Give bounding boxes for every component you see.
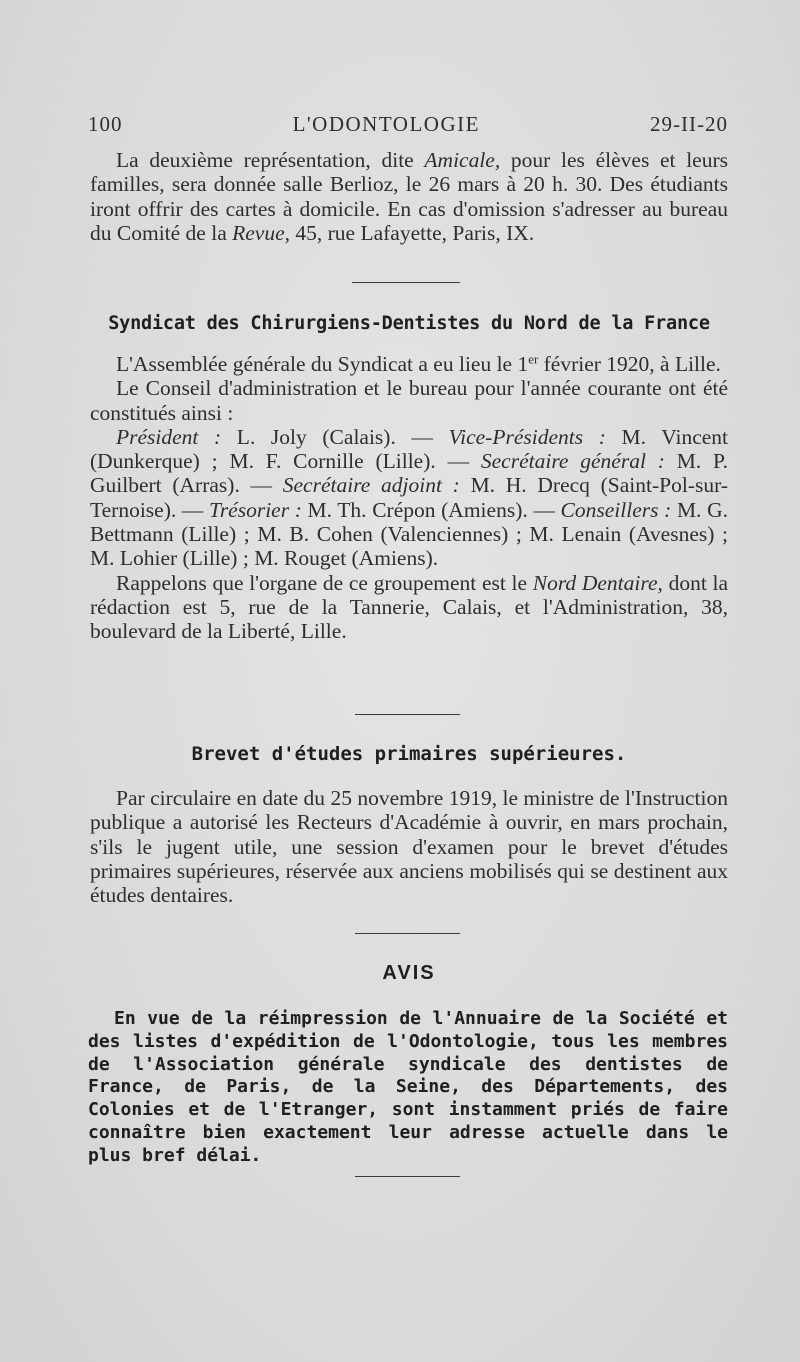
issue-date: 29-II-20 <box>650 112 728 136</box>
assembly-text-b: février 1920, à Lille. <box>538 352 721 376</box>
sg-label: Secrétaire général : <box>480 449 665 474</box>
organ-paragraph <box>90 571 728 644</box>
brevet-heading: Brevet d'études primaires supérieures. <box>191 743 627 765</box>
section-divider-2 <box>355 714 460 715</box>
brevet-section <box>90 786 728 907</box>
president-text: L. Joly (Calais). — <box>221 424 449 449</box>
page-number: 100 <box>88 112 123 136</box>
organ-text-a: Rappelons que l'organe de ce groupement est le <box>116 570 533 595</box>
section-divider-1 <box>352 282 460 283</box>
section-divider-4 <box>355 1176 460 1177</box>
intro-text-b: pour les élèves et leurs familles, sera donnée salle Berlioz, le 26 mars à 20 h. 30. Des étudiants iront offrir des cartes à domicile. En cas d'omission s'adresser au bureau du Comité de la <box>90 148 728 245</box>
intro-section <box>90 148 728 245</box>
assembly-paragraph <box>90 352 728 376</box>
intro-revue: Revue, <box>232 220 291 245</box>
section-divider-3 <box>355 933 460 934</box>
vp-text: M. Vincent (Dunkerque) ; M. F. Cornille (Lille). — <box>90 424 729 474</box>
vp-label: Vice-Présidents : <box>448 424 606 449</box>
intro-paragraph <box>90 148 728 245</box>
intro-amicale: Amicale, <box>424 148 501 172</box>
intro-text-a: La deuxième représentation, dite <box>116 148 425 172</box>
council-paragraph: Le Conseil d'administration et le bureau pour l'année courante ont été constitués ainsi : <box>90 376 728 425</box>
tres-text: M. Th. Crépon (Amiens). — <box>301 497 561 522</box>
syndicat-heading: Syndicat des Chirurgiens-Dentistes du Nord de la France <box>108 313 710 334</box>
organ-journal: Nord Dentaire, <box>532 570 663 595</box>
cons-text: M. G. Bettmann (Lille) ; M. B. Cohen (Valenciennes) ; M. Lenain (Avesnes) ; M. Lohier (Lille) ; M. Rouget (Amiens). <box>90 497 728 571</box>
avis-paragraph: En vue de la réimpression de l'Annuaire de la Société et des listes d'expédition de l'Odontologie, tous les membres de l'Association générale syndicale des dentistes de France, de Paris, de la Seine, des Départements, des Colonies et de l'Etranger, sont instamment priés de faire connaître bien exactement leur adresse actuelle dans le plus bref délai. <box>88 1008 728 1166</box>
journal-title: L'ODONTOLOGIE <box>292 112 480 136</box>
sg-text: M. P. Guilbert (Arras). — <box>90 449 728 498</box>
sa-text: M. H. Drecq (Saint-Pol-sur-Ternoise). — <box>90 473 728 522</box>
brevet-paragraph: Par circulaire en date du 25 novembre 1919, le ministre de l'Instruction publique a autorisé les Recteurs d'Académie à ouvrir, en mars prochain, s'ils le jugent utile, une session d'examen pour le brevet d'études primaires supérieures, réservée aux anciens mobilisés qui se destinent aux études dentaires. <box>90 786 728 908</box>
members-paragraph <box>90 425 728 571</box>
page-header <box>88 112 728 137</box>
avis-section <box>88 1008 728 1168</box>
intro-text-c: 45, rue Lafayette, Paris, IX. <box>290 220 535 245</box>
cons-label: Conseillers : <box>560 497 672 522</box>
avis-heading: AVIS <box>382 962 436 984</box>
assembly-text-a: L'Assemblée générale du Syndicat a eu lieu le 1 <box>116 352 529 376</box>
assembly-sup: er <box>528 352 539 367</box>
organ-text-b: dont la rédaction est 5, rue de la Tannerie, Calais, et l'Administration, 38, boulevard de la Liberté, Lille. <box>90 570 728 644</box>
president-label: Président : <box>116 424 222 449</box>
syndicat-section <box>90 352 728 644</box>
tres-label: Trésorier : <box>209 497 302 522</box>
sa-label: Secrétaire adjoint : <box>282 473 460 498</box>
